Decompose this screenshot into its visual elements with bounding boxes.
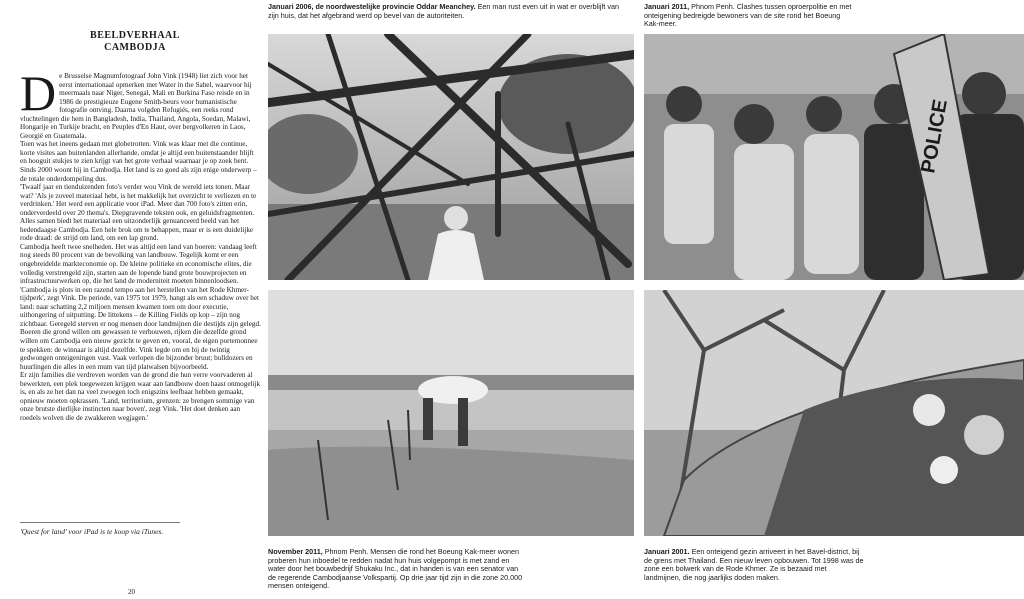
article-paragraph-6: Boeren die grond willen om gewassen te verbouwen, rijken die dezelfde grond willen om Cambodja een nieuw gezicht te geven en, vooral, de eigen portemonnee te spekken: de winnaar is altijd dezelfde. Vink legde om en bij de twintig gedwongen onteigeningen vast. Vaak verlopen die bijzonder bruut; bulldozers en huurlingen die alles in een mum van tijd platwalsen bijvoorbeeld. [20, 328, 258, 371]
caption-bottom-left [268, 548, 528, 591]
caption-bottom-left-text: Phnom Penh. Mensen die rond het Boeung Kak-meer wonen proberen hun inboedel te redden nadat hun huis volgepompt is met zand en water door het bouwbedrijf Shukaku Inc., dat in handen is van een senator van de regerende Cambodjaanse Volkspartij. Op drie jaar tijd zijn in die zone 20.000 mensen onteigend. [268, 547, 523, 591]
caption-top-left-date: Januari 2006, de noordwestelijke provincie Oddar Meanchey. [268, 2, 476, 11]
article-title [20, 30, 250, 54]
article-paragraph-5: 'Cambodja is plots in een razend tempo aan het herstellen van het Rode Khmer-tijdperk', zegt Vink. De periode, van 1975 tot 1979, hangt als een schaduw over het land: naar schatting 2,2 miljoen mensen kwamen toen om door executie, uithongering of uitputting. De littekens – de Killing Fields op kop – zijn nog zichtbaar. Geregeld sterven er nog mensen door landmijnen die destijds zijn gelegd. [20, 285, 261, 328]
caption-top-right-date: Januari 2011, [644, 2, 690, 11]
article-footnote: 'Quest for land' voor iPad is te koop via iTunes. [20, 522, 180, 536]
photo-burned-house [268, 34, 634, 280]
caption-bottom-right [644, 548, 864, 582]
page-number: 20 [128, 588, 135, 596]
article-body [20, 72, 262, 518]
drop-cap: D [20, 72, 57, 121]
photo-riot-police-clash [644, 34, 1024, 280]
resting-man-head [444, 206, 468, 230]
article-title-line1: BEELDVERHAAL [90, 30, 180, 41]
child-in-truck [930, 456, 958, 484]
police-shield-label: POLICE [917, 97, 952, 175]
article-paragraph-2: Toen was het ineens gedaan met globetrotten. Vink was klaar met die continue, korte visites aan buitenlanden allerhande, omdat je altijd een buitenstaander blijft en hooguit stukjes te zien krijgt van het grote verhaal waarnaar je op zoek bent. Sinds 2000 woont hij in Cambodja. Het land is zo goed als zijn enige onderwerp – de totale onderdompeling dus. [20, 140, 257, 183]
caption-top-left [268, 3, 628, 20]
article-paragraph-3: 'Twaalf jaar en tienduizenden foto's verder wou Vink de wereld iets tonen. Maar wat? 'Als je zoveel materiaal hebt, is het makkelijk het overzicht te verliezen en te verdrinken.' Het werd een applicatie voor iPad. Meer dan 700 foto's zitten erin, onderverdeeld over 20 thema's. Diepgravende teksten ook, en geluidsfragmenten. Alles samen biedt het materiaal een uitzonderlijk genuanceerd beeld van het hedendaagse Cambodja. Een hele brok om te behappen, maar er is een duidelijke rode draad: de strijd om land, om een lap grond. [20, 183, 257, 243]
article-paragraph-4: Cambodja heeft twee snelheden. Het was altijd een land van boeren: vandaag leeft nog steeds 80 procent van de bevolking van landbouw. Tegelijk komt er een ongebreidelde markteconomie op. De kleine politieke en economische elites, die volledig verstrengeld zijn, starten aan de lopende band grote bouwprojecten en infrastructuurwerken op, die het land de moderniteit moeten binnenloodsen. [20, 242, 257, 286]
caption-bottom-left-date: November 2011, [268, 547, 323, 556]
caption-top-right [644, 3, 854, 29]
article-paragraph-1: e Brusselse Magnumfotograaf John Vink (1948) liet zich voor het eerst internationaal opmerken met Water in the Sahel, waarvoor hij meermaals naar Niger, Senegal, Mali en Burkina Faso reisde en in 1986 de prestigieuze Eugene Smith-beurs voor humanistische fotografie ontving. Daarna volgden Refugiés, een reeks rond vluchtelingen die hem in Bangladesh, India, Thailand, Angola, Soedan, Malawi, Hongarije en Turkije bracht, en Peuples d'En Haut, over bergvolkeren in Laos, Georgië en Guatemala. [20, 72, 252, 140]
caption-bottom-right-text: Een onteigend gezin arriveert in het Bavel-district, bij de grens met Thailand. Een nieuw leven opbouwen. Tot 1998 was de zone een bolwerk van de Rode Khmer. Ze is bezaaid met landmijnen, die nog jaarlijks doden maken. [644, 547, 864, 582]
photo-flooded-shore [268, 290, 634, 536]
photo-family-in-pickup [644, 290, 1024, 536]
caption-bottom-right-date: Januari 2001. [644, 547, 690, 556]
caption-top-right-text: Phnom Penh. Clashes tussen oproerpolitie en met onteigening bedreigde bewoners van de site rond het Boeung Kak-meer. [644, 2, 852, 29]
article-title-line2: CAMBODJA [104, 42, 166, 53]
caption-top-left-text: Een man rust even uit in wat er overblijft van zijn huis, dat het afgebrand werd op bevel van de autoriteiten. [268, 2, 620, 20]
article-paragraph-7: Er zijn families die verdreven worden van de grond die hun verre voorvaderen al bewerkten, een plek toegewezen krijgen waar aan landbouw doen haast onmogelijk is, en als ze het dan na veel zwoegen toch enigszins leefbaar hebben gemaakt, opnieuw moeten opkrassen. 'Land, territorium, grenzen: ze brengen sommige van onze brutste dierlijke instincten naar boven', zegt Vink. 'Het doet denken aan roedels wolven die de zwakkeren wegjagen.' [20, 371, 261, 422]
